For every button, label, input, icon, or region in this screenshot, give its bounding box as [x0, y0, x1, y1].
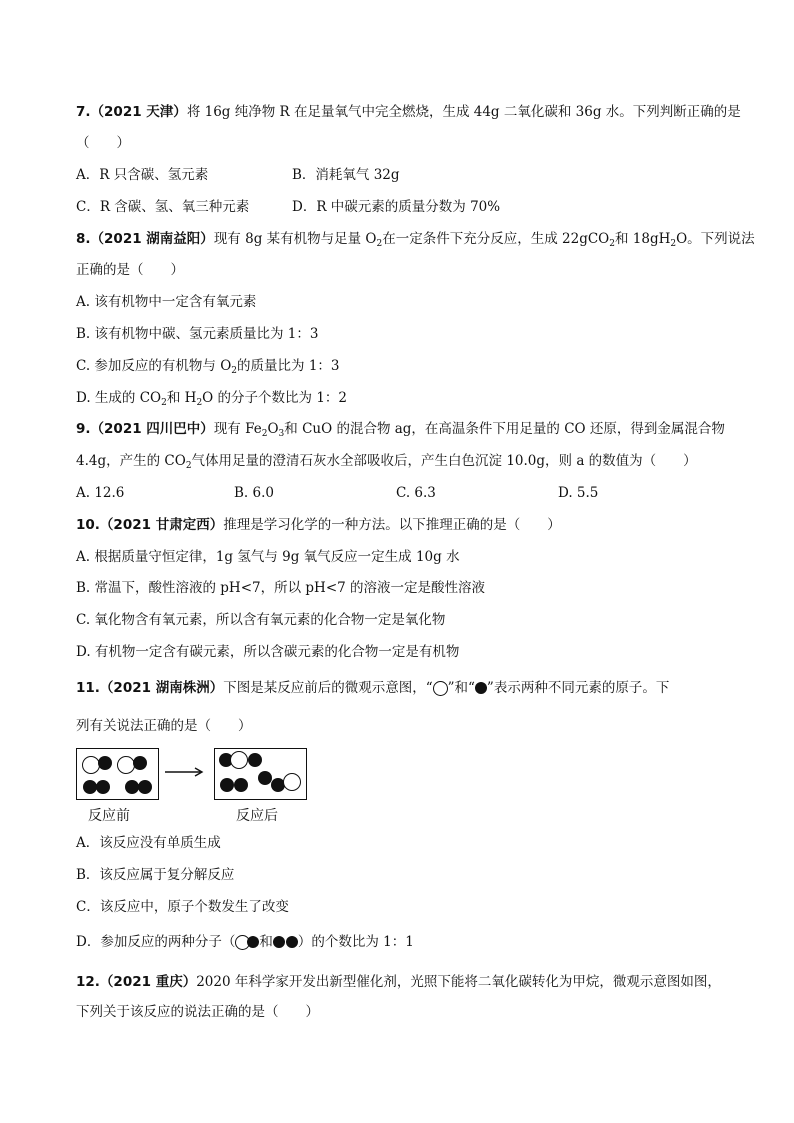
q10-text: 推理是学习化学的一种方法。以下推理正确的是（ ）	[223, 517, 561, 533]
black-atom-icon	[273, 936, 285, 948]
black-atom-icon	[125, 780, 139, 794]
black-atom-icon	[248, 753, 262, 767]
q7-option-a[interactable]: A．R 只含碳、氢元素	[76, 167, 209, 183]
q8-option-d-text-b: 和 H	[166, 390, 197, 406]
q7-stem-line1	[76, 102, 741, 122]
q10-number: 10.	[76, 517, 100, 533]
q10-option-d[interactable]: D. 有机物一定含有碳元素，所以含碳元素的化合物一定是有机物	[76, 644, 460, 660]
q11-text-b: ”和“	[447, 680, 475, 696]
q10-option-a[interactable]: A. 根据质量守恒定律，1g 氢气与 9g 氧气反应一定生成 10g 水	[76, 549, 460, 565]
q9-text-a: 现有 Fe	[213, 421, 262, 437]
q11-stem-line1	[76, 678, 669, 698]
q10-option-c[interactable]: C. 氧化物含有氧元素，所以含有氧元素的化合物一定是氧化物	[76, 612, 446, 628]
q8-option-d-text-a: D. 生成的 CO	[76, 390, 162, 406]
subscript: 2	[196, 398, 203, 408]
q8-option-c[interactable]	[76, 356, 340, 376]
q9-source: （2021 四川巴中）	[90, 421, 214, 437]
q8-number: 8.	[76, 231, 91, 247]
subscript: 2	[376, 239, 383, 249]
black-atom-icon	[286, 936, 298, 948]
subscript: 3	[278, 429, 285, 439]
q9-option-b[interactable]: B. 6.0	[234, 485, 274, 501]
q8-text-b: 在一定条件下充分反应，生成 22gCO	[382, 231, 610, 247]
q11-option-a[interactable]: A．该反应没有单质生成	[76, 835, 221, 851]
white-atom-icon	[283, 773, 301, 791]
black-atom-icon	[475, 682, 487, 694]
q10-source: （2021 甘肃定西）	[99, 517, 224, 533]
reaction-arrow-icon	[165, 766, 207, 778]
q8-option-c-text-a: C. 参加反应的有机物与 O	[76, 358, 232, 374]
q7-source: （2021 天津）	[90, 104, 187, 120]
q7-number: 7.	[76, 104, 91, 120]
q12-stem-line1	[76, 972, 721, 992]
white-atom-icon	[433, 681, 448, 696]
q11-option-c[interactable]: C．该反应中，原子个数发生了改变	[76, 899, 289, 915]
q11-source: （2021 湖南株洲）	[99, 680, 224, 696]
q9-option-d[interactable]: D. 5.5	[558, 485, 599, 501]
black-atom-icon	[133, 756, 147, 770]
q10-option-b[interactable]: B. 常温下，酸性溶液的 pH<7，所以 pH<7 的溶液一定是酸性溶液	[76, 580, 486, 596]
q8-option-c-text-b: 的质量比为 1：3	[237, 358, 340, 374]
q11-option-d-text-c: ）的个数比为 1：1	[297, 934, 414, 950]
q8-text-c: 和 18gH	[614, 231, 671, 247]
q8-stem-line2: 正确的是（ ）	[76, 262, 184, 278]
black-atom-icon	[138, 780, 152, 794]
q11-option-d-text-b: 和	[259, 934, 273, 950]
q7-option-b[interactable]: B．消耗氧气 32g	[292, 167, 400, 183]
q7-text: 将 16g 纯净物 R 在足量氧气中完全燃烧，生成 44g 二氧化碳和 36g 水。下列判断正确的是	[186, 104, 741, 120]
q10-stem-line1	[76, 515, 561, 535]
white-atom-icon	[230, 751, 248, 769]
black-atom-icon	[234, 778, 248, 792]
q11-option-b[interactable]: B．该反应属于复分解反应	[76, 867, 235, 883]
q11-option-d[interactable]	[76, 932, 414, 952]
black-atom-icon	[258, 771, 272, 785]
q8-option-a[interactable]: A. 该有机物中一定含有氧元素	[76, 294, 257, 310]
q12-number: 12.	[76, 974, 100, 990]
q11-stem-line2: 列有关说法正确的是（ ）	[76, 718, 252, 734]
q12-text: 2020 年科学家开发出新型催化剂，光照下能将二氧化碳转化为甲烷，微观示意图如图，	[196, 974, 721, 990]
q11-text-a: 下图是某反应前后的微观示意图，“	[223, 680, 433, 696]
q8-stem-line1	[76, 229, 755, 249]
q9-stem-line1	[76, 419, 725, 439]
q9-text-b: O	[267, 421, 279, 437]
q11-option-d-text-a: D．参加反应的两种分子（	[76, 934, 236, 950]
q8-source: （2021 湖南益阳）	[90, 231, 214, 247]
q9-option-c[interactable]: C. 6.3	[396, 485, 436, 501]
after-reaction-box	[214, 748, 307, 800]
q9-option-a[interactable]: A. 12.6	[76, 485, 125, 501]
subscript: 2	[670, 239, 677, 249]
q8-option-b[interactable]: B. 该有机物中碳、氢元素质量比为 1：3	[76, 326, 319, 342]
q9-number: 9.	[76, 421, 91, 437]
q9-text-2b: 气体用足量的澄清石灰水全部吸收后，产生白色沉淀 10.0g，则 a 的数值为（ ）	[191, 453, 697, 469]
q7-stem-line2: （ ）	[76, 135, 130, 151]
black-atom-icon	[220, 778, 234, 792]
subscript: 2	[161, 398, 167, 408]
q7-option-d[interactable]: D．R 中碳元素的质量分数为 70%	[292, 199, 501, 215]
before-reaction-label: 反应前	[88, 808, 130, 824]
black-atom-icon	[96, 780, 110, 794]
before-reaction-box	[76, 748, 159, 800]
subscript: 2	[261, 429, 268, 439]
subscript: 2	[185, 461, 192, 471]
subscript: 2	[231, 366, 238, 376]
q12-stem-line2: 下列关于该反应的说法正确的是（ ）	[76, 1004, 319, 1020]
black-atom-icon	[247, 936, 259, 948]
q7-option-c[interactable]: C．R 含碳、氢、氧三种元素	[76, 199, 250, 215]
q12-source: （2021 重庆）	[99, 974, 197, 990]
black-atom-icon	[83, 780, 97, 794]
after-reaction-label: 反应后	[236, 808, 278, 824]
subscript: 2	[609, 239, 615, 249]
q11-text-c: ”表示两种不同元素的原子。下	[486, 680, 670, 696]
q8-text-d: O。下列说法	[676, 231, 755, 247]
q9-text-2a: 4.4g，产生的 CO	[76, 453, 186, 469]
q9-stem-line2	[76, 451, 697, 471]
q9-text-c: 和 CuO 的混合物 ag，在高温条件下用足量的 CO 还原，得到金属混合物	[284, 421, 725, 437]
q8-text-a: 现有 8g 某有机物与足量 O	[213, 231, 377, 247]
q8-option-d[interactable]	[76, 388, 347, 408]
q11-number: 11.	[76, 680, 100, 696]
q8-option-d-text-c: O 的分子个数比为 1：2	[202, 390, 347, 406]
black-atom-icon	[98, 756, 112, 770]
